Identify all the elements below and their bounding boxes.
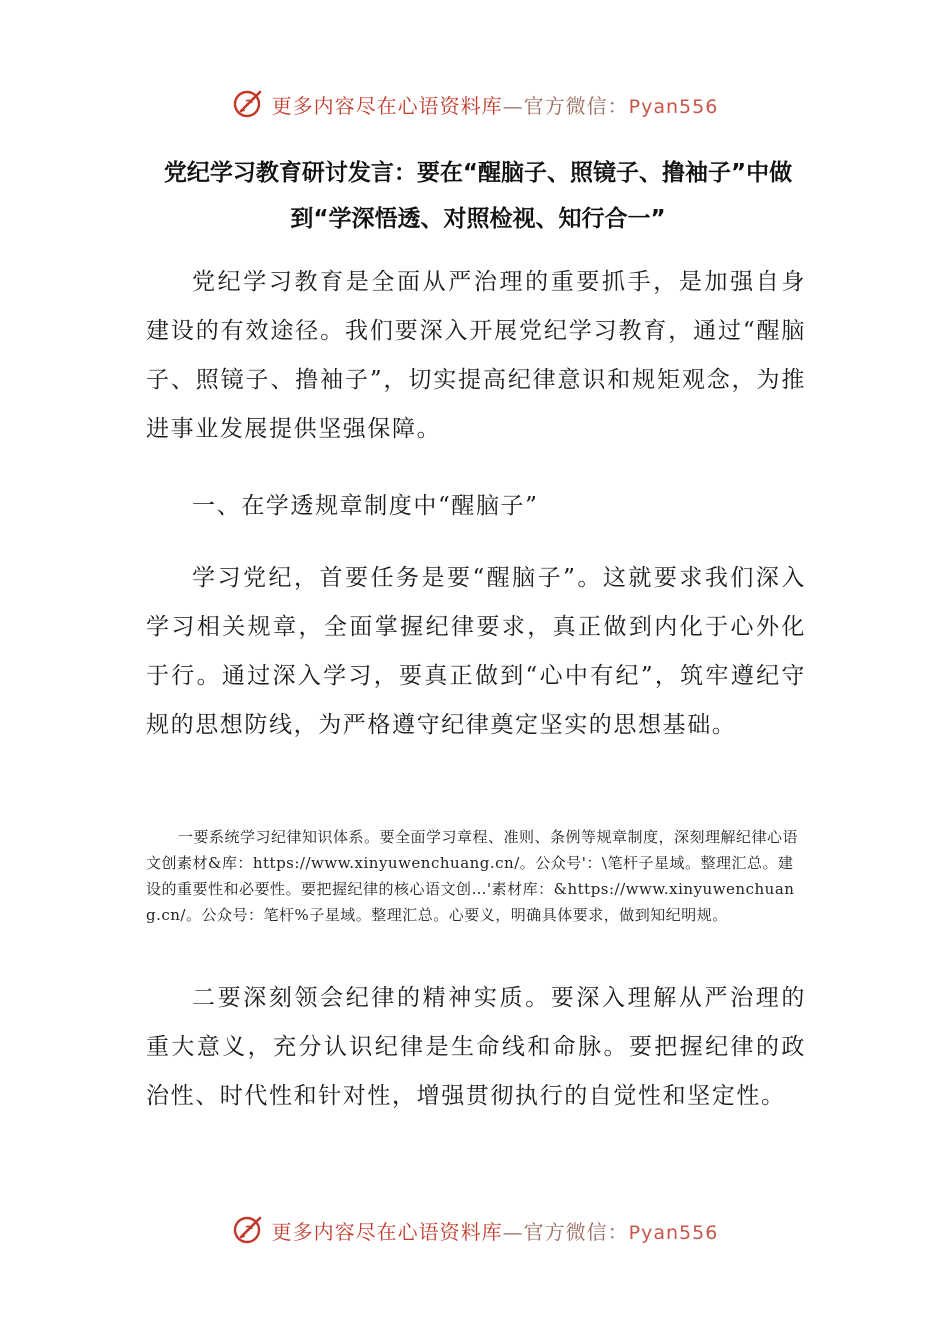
paragraph-3: 二要深刻领会纪律的精神实质。要深入理解从严治理的重大意义，充分认识纪律是生命线和命脉。要把握纪律的政治性、时代性和针对性，增强贯彻执行的自觉性和坚定性。: [146, 985, 806, 1109]
banner-part1: 更多内容尽在心语资料库: [271, 93, 503, 118]
banner-part2: —官方微信：: [502, 93, 629, 118]
paragraph-small: 一要系统学习纪律知识体系。要全面学习章程、准则、条例等规章制度，深刻理解纪律心语文创素材&库：https://www.xinyuwenchuang.cn/。公众号'：\笔杆子星域。整理汇总。建设的重要性和必要性。要把握纪律的核心语文创…'素材库：&https://www.xinyuwenchuang.cn/。公众号：笔杆%子星域。整理汇总。心要义，明确具体要求，做到知纪明规。: [146, 828, 799, 924]
banner-part3: Pyan556: [628, 1221, 719, 1244]
banner-part3: Pyan556: [628, 95, 719, 118]
footer-banner: [0, 1210, 950, 1250]
pen-logo-icon: [232, 87, 266, 121]
paragraph-intro: 党纪学习教育是全面从严治理的重要抓手，是加强自身建设的有效途径。我们要深入开展党纪学习教育，通过“醒脑子、照镜子、撸袖子”，切实提高纪律意识和规矩观念，为推进事业发展提供坚强保障。: [146, 269, 806, 442]
banner-part2: —官方微信：: [502, 1219, 629, 1244]
banner-part1: 更多内容尽在心语资料库: [271, 1219, 503, 1244]
pen-logo-icon: [232, 1213, 266, 1247]
section-heading-1: 一、在学透规章制度中“醒脑子”: [192, 493, 539, 519]
banner-text: [272, 1216, 719, 1245]
header-banner: [0, 84, 950, 124]
document-title: 党纪学习教育研讨发言：要在“醒脑子、照镜子、撸袖子”中做到“学深悟透、对照检视、知行合一”: [163, 160, 793, 232]
paragraph-2: 学习党纪，首要任务是要“醒脑子”。这就要求我们深入学习相关规章，全面掌握纪律要求，真正做到内化于心外化于行。通过深入学习，要真正做到“心中有纪”，筑牢遵纪守规的思想防线，为严格遵守纪律奠定坚实的思想基础。: [146, 565, 806, 738]
banner-text: [272, 90, 719, 119]
